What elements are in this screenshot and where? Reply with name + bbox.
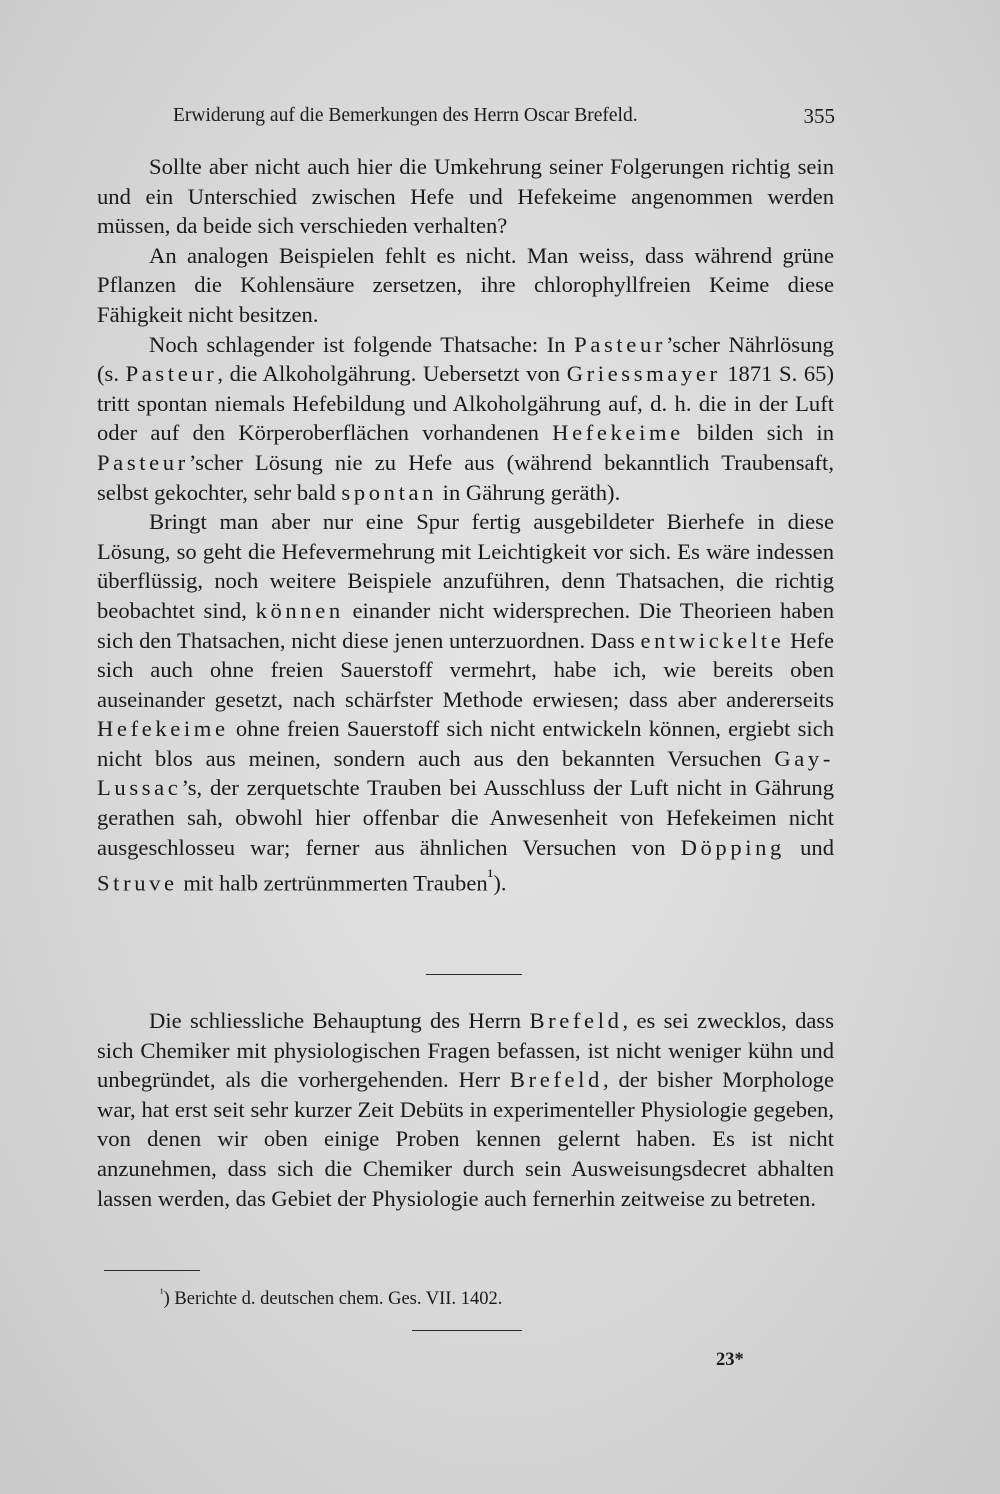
text-run: An analogen Beispielen fehlt es nicht. Man weiss, dass während grüne Pflanzen die Kohlensäure zersetzen, ihre chlorophyllfreien Keime diese Fähigkeit nicht besitzen. — [97, 242, 834, 327]
signature-mark: 23* — [716, 1350, 744, 1370]
paragraph — [97, 330, 834, 508]
footnote-text: ) Berichte d. deutschen chem. Ges. VII. 1402. — [163, 1289, 503, 1310]
text-run: , es sei zwecklos, dass sich Chemiker mit physiologischen Fragen befassen, ist nicht weniger kühn und unbegründet, als die vorhergehenden. Herr — [97, 1008, 834, 1093]
spaced-name: Griessmayer — [566, 361, 721, 387]
footnote-reference: ¹ — [487, 866, 494, 888]
text-run: und — [784, 834, 834, 860]
text-run: Noch schlagender ist folgende Thatsache: In — [149, 331, 575, 357]
running-header — [173, 100, 835, 132]
text-run: bilden sich in — [683, 420, 834, 446]
text-run: ). — [493, 870, 507, 896]
main-text-block — [97, 152, 834, 898]
spaced-name: Pasteur — [97, 449, 189, 475]
spaced-name: Struve — [97, 870, 178, 896]
paragraph — [97, 507, 834, 898]
spaced-name: Döpping — [680, 834, 785, 860]
paragraph — [97, 241, 834, 330]
spaced-name: Brefeld — [509, 1067, 603, 1093]
spaced-name: Hefekeime — [552, 420, 684, 446]
spaced-name: Pasteur — [574, 331, 666, 357]
closing-text-block — [97, 1006, 834, 1213]
spaced-name: Pasteur — [125, 361, 218, 387]
footnote-rule — [104, 1270, 200, 1271]
spaced-name: entwickelte — [640, 627, 785, 653]
text-run: ’scher Nährlösung (s. — [97, 331, 834, 387]
text-run: in Gährung geräth). — [437, 479, 621, 505]
text-run: Bringt man aber nur eine Spur fertig ausgebildeter Bierhefe in diese Lösung, so geht die Hefevermehrung mit Leichtigkeit vor sich. Es wäre indessen überflüssig, noch weitere Beispiele anzuführen, denn Thatsachen, die richtig beobachtet sind, — [97, 509, 834, 623]
spaced-name: können — [255, 597, 344, 623]
end-rule — [412, 1330, 522, 1331]
running-title-text: Erwiderung auf die Bemerkungen des Herrn Oscar Brefeld. — [173, 105, 638, 126]
page-number: 355 — [803, 104, 835, 128]
text-run: 1871 S. 65) tritt spontan niemals Hefebildung und Alkoholgährung auf, d. h. die in der Luft oder auf den Körperoberflächen vorhandenen — [97, 361, 834, 446]
section-divider — [426, 974, 522, 975]
spaced-name: spontan — [341, 479, 438, 505]
spaced-name: Brefeld — [529, 1008, 623, 1033]
spaced-name: Gay-Lussac — [97, 745, 834, 801]
text-run: ’s, der zerquetschte Trauben bei Ausschluss der Luft nicht in Gährung gerathen sah, obwohl hier offenbar die Anwesenheit von Hefekeimen nicht ausgeschlosseu war; ferner aus ähnlichen Versuchen von — [97, 775, 834, 860]
footnote — [160, 1279, 502, 1313]
text-run: , die Alkoholgährung. Uebersetzt von — [217, 361, 567, 387]
text-run: Hefe sich auch ohne freien Sauerstoff vermehrt, habe ich, wie bereits oben auseinander gesetzt, nach schärfster Methode erwiesen; dass aber andererseits — [97, 627, 835, 712]
footnote-marker: ¹ — [160, 1286, 164, 1300]
spaced-name: Hefekeime — [97, 716, 229, 742]
text-run: ohne freien Sauerstoff sich nicht entwickeln können, ergiebt sich nicht blos aus meinen, sondern auch aus den bekannten Versuchen — [97, 716, 834, 771]
text-run: Sollte aber nicht auch hier die Umkehrung seiner Folgerungen richtig sein und ein Unterschied zwischen Hefe und Hefekeime angenommen werden müssen, da beide sich verschieden verhalten? — [97, 154, 834, 239]
text-run: ’scher Lösung nie zu Hefe aus (während bekanntlich Traubensaft, selbst gekochter, sehr bald — [97, 449, 834, 505]
paragraph — [97, 152, 834, 241]
text-run: Die schliessliche Behauptung des Herrn — [149, 1008, 530, 1033]
text-run: mit halb zertrünmmerten Trauben — [177, 870, 488, 896]
running-title — [173, 100, 638, 132]
text-run: , der bisher Morphologe war, hat erst seit sehr kurzer Zeit Debüts in experimenteller Physiologie gegeben, von denen wir oben einige Proben kennen gelernt haben. Es ist nicht anzunehmen, dass sich die Chemiker durch sein Ausweisungsdecret abhalten lassen werden, das Gebiet der Physiologie auch fernerhin zeitweise zu betreten. — [97, 1067, 834, 1211]
text-run: einander nicht widersprechen. Die Theorieen haben sich den Thatsachen, nicht diese jenen unterzuordnen. Dass — [97, 597, 835, 653]
paragraph — [97, 1006, 834, 1213]
